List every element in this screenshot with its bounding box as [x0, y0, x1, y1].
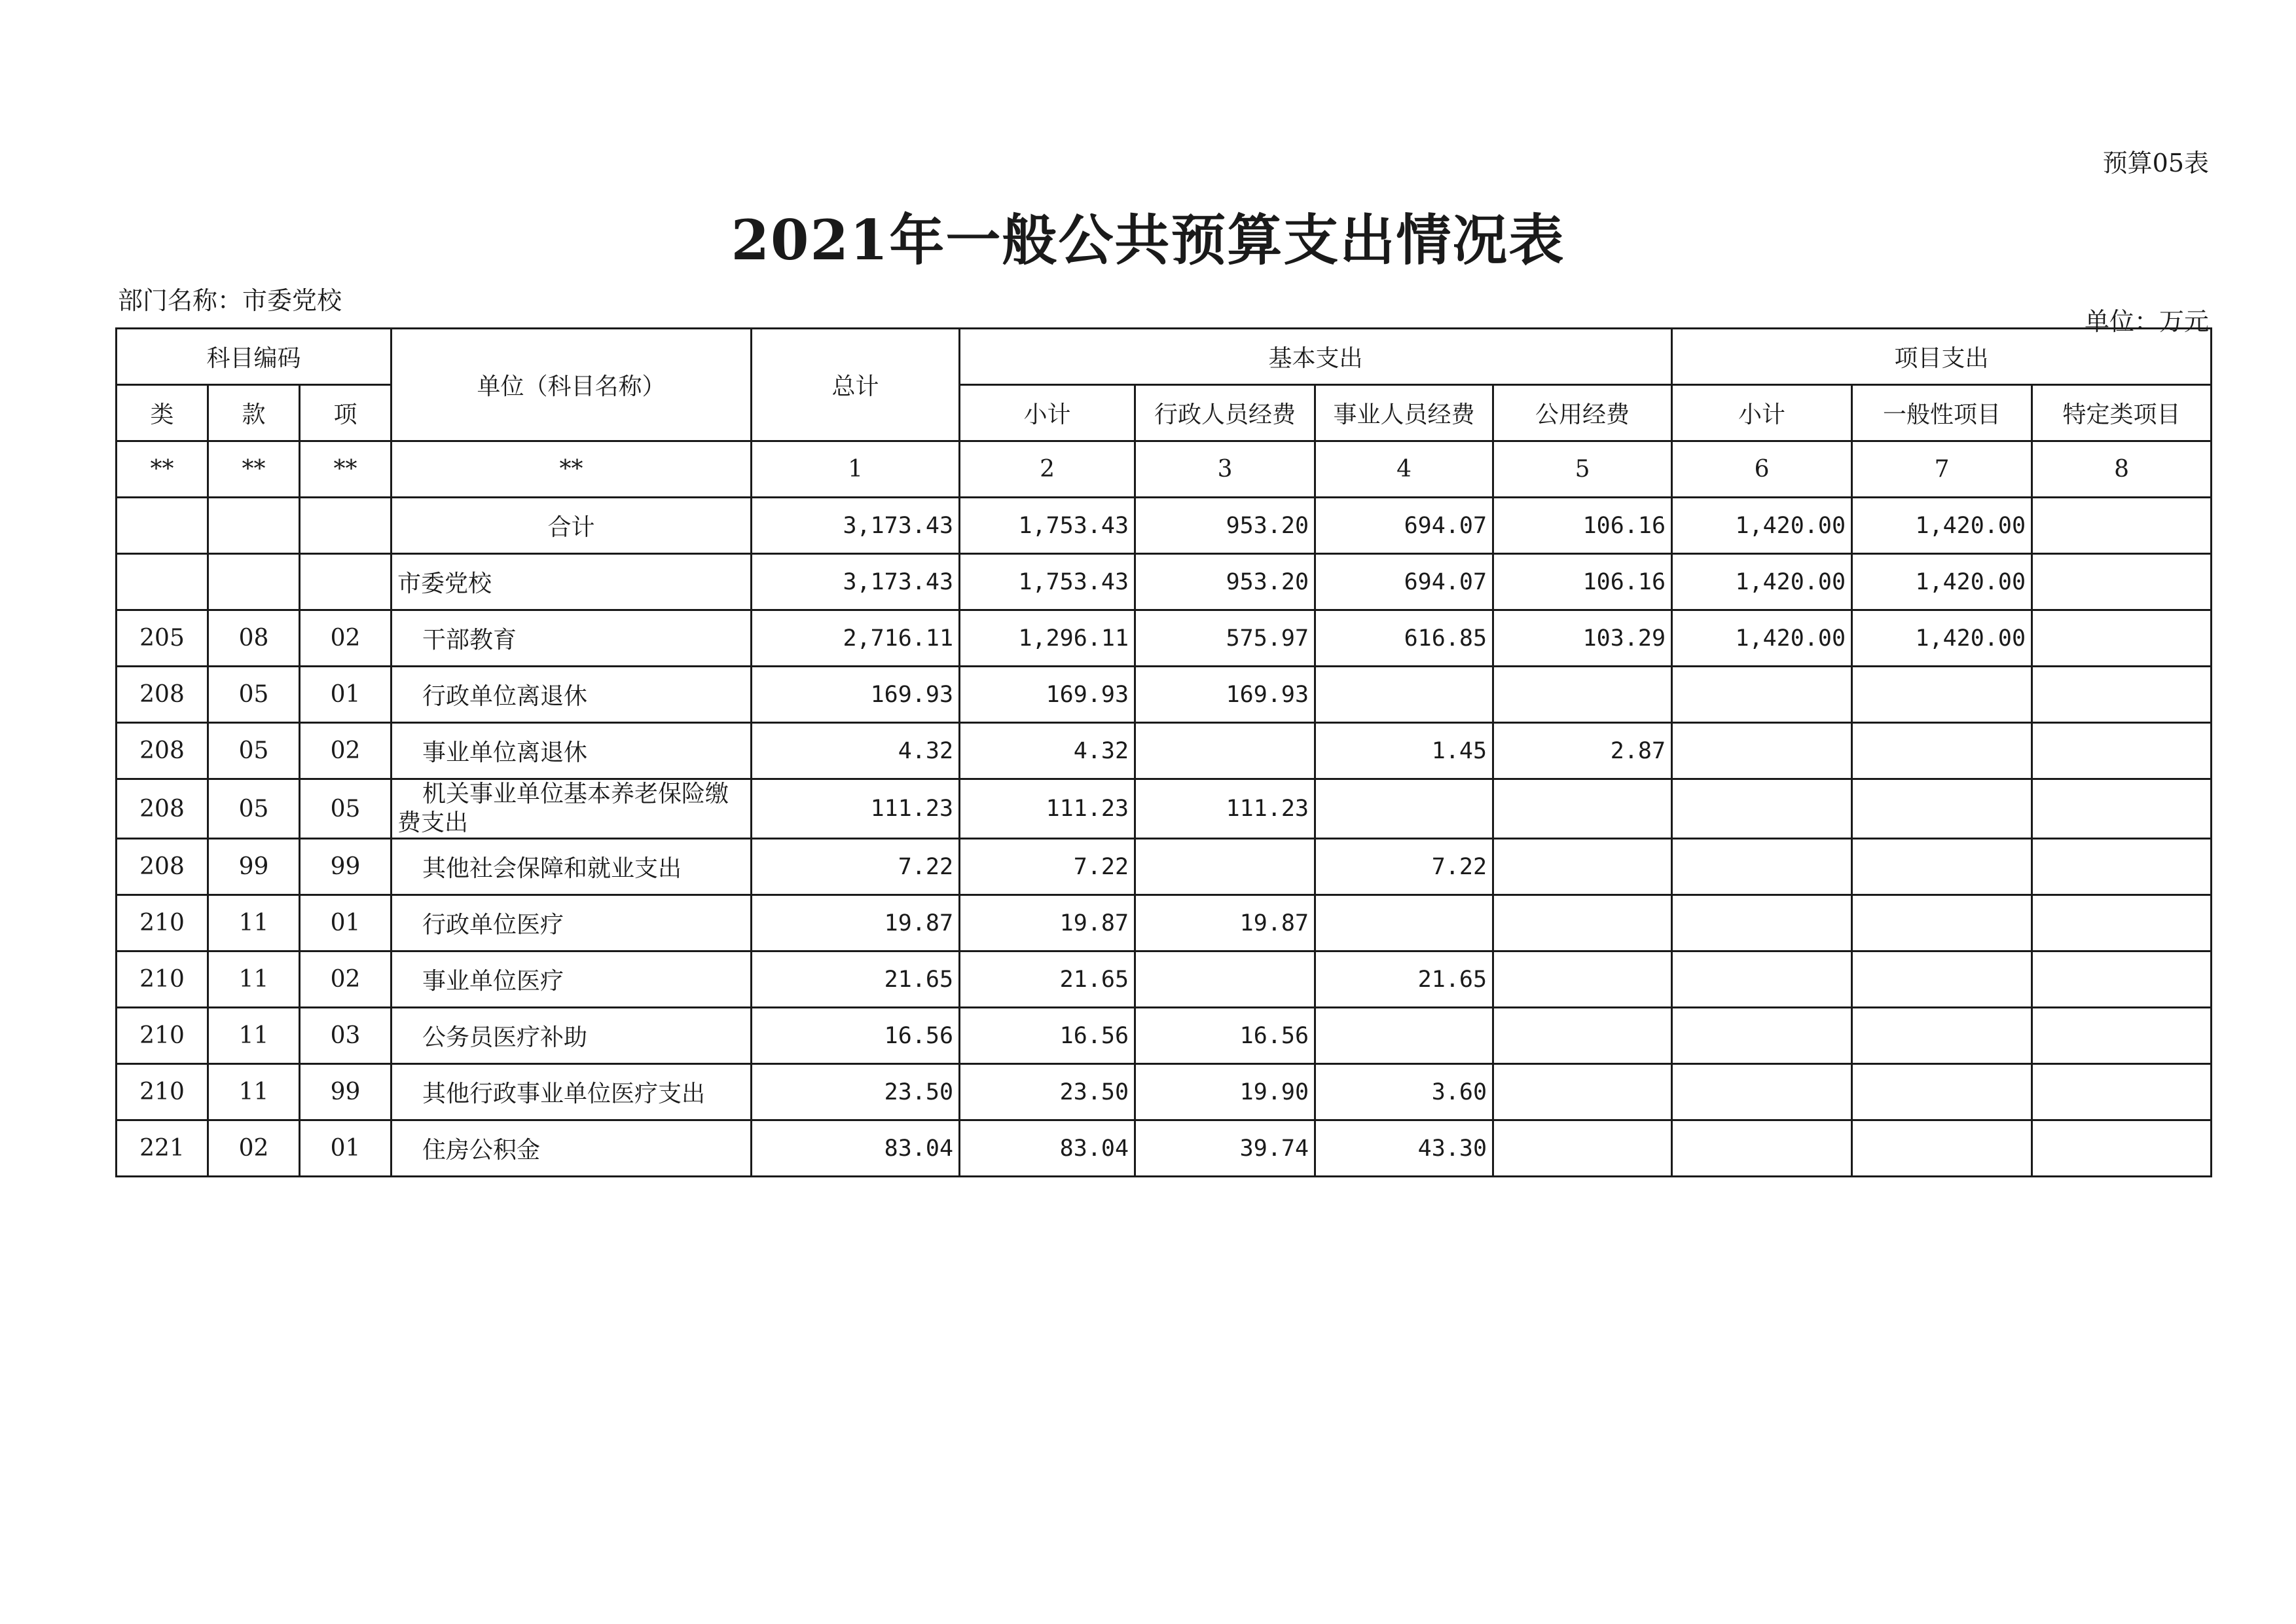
- cell-xiang: 99: [300, 1064, 392, 1120]
- cell-name: 行政单位离退休: [392, 667, 752, 723]
- index-cell: **: [208, 441, 300, 498]
- cell-public: [1493, 895, 1672, 951]
- cell-admin-staff: 953.20: [1135, 554, 1315, 610]
- table-row: [117, 951, 2212, 1008]
- index-cell: **: [392, 441, 752, 498]
- cell-proj-subtotal: 1,420.00: [1672, 554, 1852, 610]
- cell-admin-staff: [1135, 839, 1315, 895]
- cell-special: [2032, 779, 2212, 839]
- index-row: [117, 441, 2212, 498]
- table-row: [117, 667, 2212, 723]
- cell-public: [1493, 951, 1672, 1008]
- cell-total: 7.22: [752, 839, 960, 895]
- cell-name: 合计: [392, 498, 752, 554]
- table-row: [117, 723, 2212, 779]
- cell-total: 19.87: [752, 895, 960, 951]
- cell-special: [2032, 610, 2212, 667]
- cell-admin-staff: 19.87: [1135, 895, 1315, 951]
- header-row-1: [117, 329, 2212, 385]
- cell-admin-staff: 39.74: [1135, 1120, 1315, 1177]
- header-proj-subtotal: 小计: [1672, 385, 1852, 441]
- cell-name-line2: 费支出: [397, 809, 469, 836]
- cell-xiang: 01: [300, 667, 392, 723]
- index-cell: 3: [1135, 441, 1315, 498]
- department-label: 部门名称：市委党校: [118, 286, 342, 315]
- header-xiang: 项: [300, 385, 392, 441]
- cell-kuan: 99: [208, 839, 300, 895]
- cell-lei: 205: [117, 610, 208, 667]
- cell-public: [1493, 1120, 1672, 1177]
- cell-inst-staff: 1.45: [1315, 723, 1493, 779]
- cell-admin-staff: 16.56: [1135, 1008, 1315, 1064]
- cell-public: 2.87: [1493, 723, 1672, 779]
- cell-kuan: 08: [208, 610, 300, 667]
- cell-total: 3,173.43: [752, 498, 960, 554]
- cell-basic-subtotal: 1,296.11: [960, 610, 1135, 667]
- cell-special: [2032, 1120, 2212, 1177]
- cell-xiang: 01: [300, 895, 392, 951]
- cell-special: [2032, 723, 2212, 779]
- header-special: 特定类项目: [2032, 385, 2212, 441]
- header-basic: 基本支出: [960, 329, 1672, 385]
- cell-inst-staff: 21.65: [1315, 951, 1493, 1008]
- index-cell: 8: [2032, 441, 2212, 498]
- cell-lei: 210: [117, 1008, 208, 1064]
- header-total: 总计: [752, 329, 960, 441]
- cell-basic-subtotal: 111.23: [960, 779, 1135, 839]
- table-row: [117, 895, 2212, 951]
- cell-basic-subtotal: 1,753.43: [960, 498, 1135, 554]
- header-inst-staff: 事业人员经费: [1315, 385, 1493, 441]
- cell-xiang: [300, 498, 392, 554]
- cell-special: [2032, 839, 2212, 895]
- cell-general: [1852, 723, 2032, 779]
- cell-proj-subtotal: 1,420.00: [1672, 498, 1852, 554]
- cell-kuan: 11: [208, 1008, 300, 1064]
- cell-total: 2,716.11: [752, 610, 960, 667]
- cell-kuan: 11: [208, 951, 300, 1008]
- cell-basic-subtotal: 1,753.43: [960, 554, 1135, 610]
- cell-admin-staff: 953.20: [1135, 498, 1315, 554]
- index-cell: 5: [1493, 441, 1672, 498]
- cell-public: [1493, 839, 1672, 895]
- cell-general: 1,420.00: [1852, 554, 2032, 610]
- table-row: [117, 779, 2212, 839]
- index-cell: 2: [960, 441, 1135, 498]
- cell-basic-subtotal: 23.50: [960, 1064, 1135, 1120]
- cell-general: 1,420.00: [1852, 498, 2032, 554]
- cell-general: [1852, 951, 2032, 1008]
- cell-lei: 210: [117, 895, 208, 951]
- cell-admin-staff: [1135, 951, 1315, 1008]
- index-cell: 7: [1852, 441, 2032, 498]
- cell-xiang: [300, 554, 392, 610]
- index-cell: **: [300, 441, 392, 498]
- cell-total: 111.23: [752, 779, 960, 839]
- cell-kuan: 05: [208, 667, 300, 723]
- table-row: [117, 1008, 2212, 1064]
- index-cell: **: [117, 441, 208, 498]
- cell-total: 83.04: [752, 1120, 960, 1177]
- cell-inst-staff: 7.22: [1315, 839, 1493, 895]
- cell-admin-staff: 575.97: [1135, 610, 1315, 667]
- cell-admin-staff: [1135, 723, 1315, 779]
- cell-admin-staff: 111.23: [1135, 779, 1315, 839]
- cell-kuan: [208, 498, 300, 554]
- header-admin-staff: 行政人员经费: [1135, 385, 1315, 441]
- cell-proj-subtotal: [1672, 779, 1852, 839]
- cell-general: [1852, 1064, 2032, 1120]
- cell-special: [2032, 951, 2212, 1008]
- cell-public: [1493, 1008, 1672, 1064]
- cell-name: 行政单位医疗: [392, 895, 752, 951]
- cell-lei: 221: [117, 1120, 208, 1177]
- cell-inst-staff: 694.07: [1315, 554, 1493, 610]
- table-row: [117, 1120, 2212, 1177]
- cell-public: 106.16: [1493, 554, 1672, 610]
- header-project: 项目支出: [1672, 329, 2212, 385]
- table-row: [117, 554, 2212, 610]
- header-subject-code: 科目编码: [117, 329, 392, 385]
- cell-kuan: [208, 554, 300, 610]
- cell-lei: 210: [117, 1064, 208, 1120]
- cell-inst-staff: 3.60: [1315, 1064, 1493, 1120]
- cell-name: 事业单位离退休: [392, 723, 752, 779]
- cell-proj-subtotal: [1672, 723, 1852, 779]
- cell-inst-staff: 694.07: [1315, 498, 1493, 554]
- cell-kuan: 05: [208, 723, 300, 779]
- cell-proj-subtotal: [1672, 1064, 1852, 1120]
- cell-proj-subtotal: [1672, 895, 1852, 951]
- cell-lei: 208: [117, 667, 208, 723]
- cell-proj-subtotal: [1672, 1008, 1852, 1064]
- cell-inst-staff: 616.85: [1315, 610, 1493, 667]
- cell-public: 106.16: [1493, 498, 1672, 554]
- cell-general: [1852, 1120, 2032, 1177]
- cell-lei: 210: [117, 951, 208, 1008]
- cell-name: 事业单位医疗: [392, 951, 752, 1008]
- cell-basic-subtotal: 16.56: [960, 1008, 1135, 1064]
- cell-general: [1852, 839, 2032, 895]
- cell-inst-staff: [1315, 779, 1493, 839]
- cell-name: 公务员医疗补助: [392, 1008, 752, 1064]
- cell-name: 其他社会保障和就业支出: [392, 839, 752, 895]
- cell-special: [2032, 554, 2212, 610]
- cell-special: [2032, 498, 2212, 554]
- cell-special: [2032, 1064, 2212, 1120]
- cell-name-line1: 机关事业单位基本养老保险缴: [422, 781, 729, 807]
- cell-total: 4.32: [752, 723, 960, 779]
- table-row: [117, 839, 2212, 895]
- cell-public: [1493, 779, 1672, 839]
- cell-basic-subtotal: 4.32: [960, 723, 1135, 779]
- index-cell: 4: [1315, 441, 1493, 498]
- cell-xiang: 02: [300, 723, 392, 779]
- cell-name: 市委党校: [392, 554, 752, 610]
- header-general: 一般性项目: [1852, 385, 2032, 441]
- cell-proj-subtotal: 1,420.00: [1672, 610, 1852, 667]
- cell-total: 169.93: [752, 667, 960, 723]
- form-number: 预算05表: [2102, 149, 2209, 177]
- cell-public: [1493, 1064, 1672, 1120]
- cell-inst-staff: [1315, 895, 1493, 951]
- cell-name: [392, 779, 752, 839]
- cell-xiang: 05: [300, 779, 392, 839]
- table-row: [117, 610, 2212, 667]
- cell-name: 住房公积金: [392, 1120, 752, 1177]
- cell-inst-staff: [1315, 667, 1493, 723]
- cell-public: [1493, 667, 1672, 723]
- cell-kuan: 11: [208, 1064, 300, 1120]
- cell-total: 16.56: [752, 1008, 960, 1064]
- cell-admin-staff: 19.90: [1135, 1064, 1315, 1120]
- cell-total: 3,173.43: [752, 554, 960, 610]
- index-cell: 6: [1672, 441, 1852, 498]
- cell-xiang: 03: [300, 1008, 392, 1064]
- table-row: [117, 1064, 2212, 1120]
- header-basic-subtotal: 小计: [960, 385, 1135, 441]
- budget-table: [115, 327, 2212, 1177]
- cell-xiang: 01: [300, 1120, 392, 1177]
- cell-basic-subtotal: 83.04: [960, 1120, 1135, 1177]
- cell-general: [1852, 667, 2032, 723]
- header-unit-name: 单位（科目名称）: [392, 329, 752, 441]
- cell-special: [2032, 1008, 2212, 1064]
- cell-total: 21.65: [752, 951, 960, 1008]
- cell-basic-subtotal: 21.65: [960, 951, 1135, 1008]
- header-lei: 类: [117, 385, 208, 441]
- cell-name: 其他行政事业单位医疗支出: [392, 1064, 752, 1120]
- cell-public: 103.29: [1493, 610, 1672, 667]
- cell-inst-staff: 43.30: [1315, 1120, 1493, 1177]
- cell-general: [1852, 895, 2032, 951]
- table-row-total: [117, 498, 2212, 554]
- cell-lei: 208: [117, 779, 208, 839]
- page-title: 2021年一般公共预算支出情况表: [731, 208, 1565, 272]
- cell-basic-subtotal: 169.93: [960, 667, 1135, 723]
- cell-inst-staff: [1315, 1008, 1493, 1064]
- cell-proj-subtotal: [1672, 951, 1852, 1008]
- unit-label: 单位：万元: [2084, 307, 2209, 336]
- cell-name: 干部教育: [392, 610, 752, 667]
- cell-basic-subtotal: 7.22: [960, 839, 1135, 895]
- cell-general: [1852, 779, 2032, 839]
- cell-lei: 208: [117, 839, 208, 895]
- cell-general: 1,420.00: [1852, 610, 2032, 667]
- cell-xiang: 99: [300, 839, 392, 895]
- cell-lei: 208: [117, 723, 208, 779]
- cell-special: [2032, 667, 2212, 723]
- cell-xiang: 02: [300, 951, 392, 1008]
- cell-xiang: 02: [300, 610, 392, 667]
- cell-admin-staff: 169.93: [1135, 667, 1315, 723]
- cell-special: [2032, 895, 2212, 951]
- header-kuan: 款: [208, 385, 300, 441]
- header-public: 公用经费: [1493, 385, 1672, 441]
- cell-general: [1852, 1008, 2032, 1064]
- index-cell: 1: [752, 441, 960, 498]
- cell-basic-subtotal: 19.87: [960, 895, 1135, 951]
- cell-lei: [117, 498, 208, 554]
- cell-proj-subtotal: [1672, 667, 1852, 723]
- cell-proj-subtotal: [1672, 1120, 1852, 1177]
- cell-kuan: 11: [208, 895, 300, 951]
- cell-kuan: 05: [208, 779, 300, 839]
- cell-total: 23.50: [752, 1064, 960, 1120]
- cell-proj-subtotal: [1672, 839, 1852, 895]
- cell-lei: [117, 554, 208, 610]
- cell-kuan: 02: [208, 1120, 300, 1177]
